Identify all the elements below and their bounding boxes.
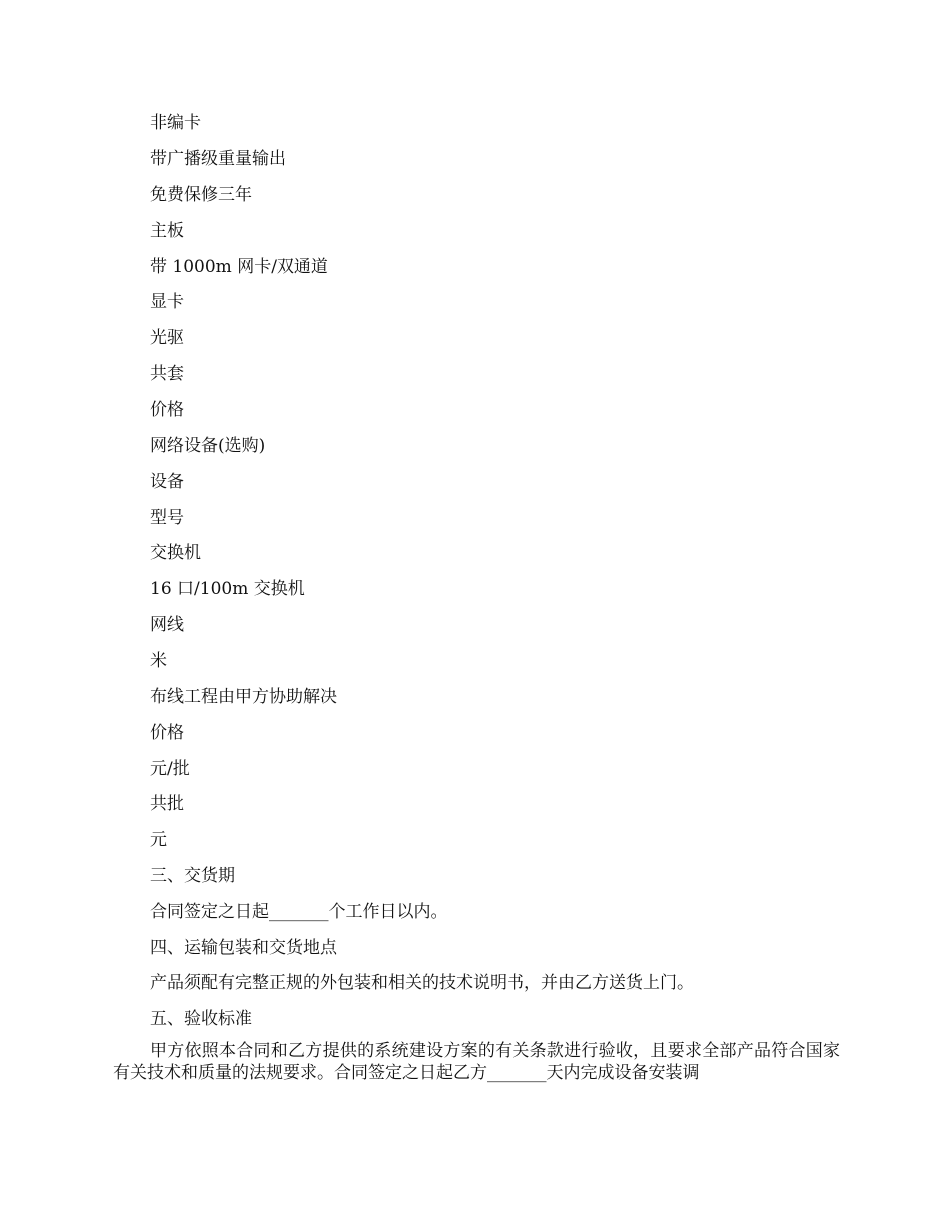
section-heading: 五、验收标准 <box>150 1009 252 1029</box>
text-line: 价格 <box>150 400 184 420</box>
text-line: 光驱 <box>150 328 184 348</box>
section-heading: 四、运输包装和交货地点 <box>150 938 337 958</box>
text-line: 显卡 <box>150 292 184 312</box>
text-line: 合同签定之日起_______个工作日以内。 <box>150 902 448 922</box>
text-line: 布线工程由甲方协助解决 <box>150 687 337 707</box>
text-line: 米 <box>150 651 167 671</box>
text-line: 设备 <box>150 472 184 492</box>
text-line: 元 <box>150 830 167 850</box>
section-heading: 三、交货期 <box>150 866 235 886</box>
text-line: 型号 <box>150 508 184 528</box>
text-line: 带广播级重量输出 <box>150 149 286 169</box>
text-line: 价格 <box>150 723 184 743</box>
text-line: 共套 <box>150 364 184 384</box>
text-line: 网线 <box>150 615 184 635</box>
text-line: 带 1000m 网卡/双通道 <box>150 257 328 277</box>
text-line: 网络设备(选购) <box>150 436 266 456</box>
text-line: 非编卡 <box>150 113 201 133</box>
text-line: 免费保修三年 <box>150 185 252 205</box>
text-line: 交换机 <box>150 543 201 563</box>
text-line: 主板 <box>150 221 184 241</box>
text-line: 共批 <box>150 794 184 814</box>
body-paragraph: 甲方依照本合同和乙方提供的系统建设方案的有关条款进行验收，且要求全部产品符合国家有关技术和质量的法规要求。合同签定之日起乙方_______天内完成设备安装调 <box>113 1041 840 1083</box>
text-line: 产品须配有完整正规的外包装和相关的技术说明书，并由乙方送货上门。 <box>150 973 694 993</box>
text-line: 16 口/100m 交换机 <box>150 579 305 599</box>
text-line: 元/批 <box>150 759 190 779</box>
